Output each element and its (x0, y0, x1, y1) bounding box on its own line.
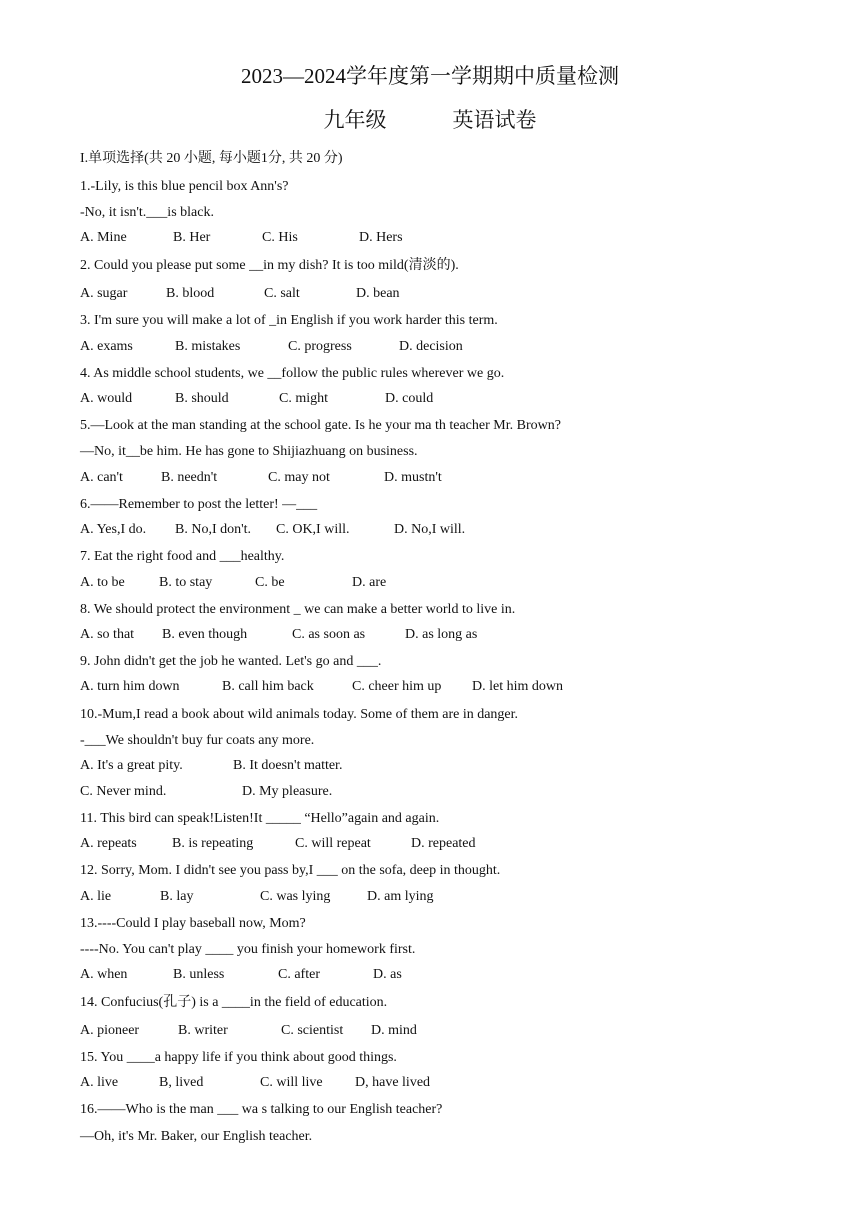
question-4-options (80, 391, 800, 409)
option-a: A. sugar (80, 286, 128, 301)
question-1-options (80, 230, 800, 248)
option-d: D. decision (399, 339, 463, 354)
option-d: D. mind (371, 1023, 417, 1038)
option-a: A. can't (80, 470, 123, 485)
option-d: D. bean (356, 286, 400, 301)
option-d: D. let him down (472, 679, 563, 694)
question-1-answer-line: -No, it isn't.___is black. (80, 205, 214, 220)
question-7-options (80, 575, 800, 593)
question-1-stem: 1.-Lily, is this blue pencil box Ann's? (80, 179, 289, 194)
question-11-options (80, 836, 800, 854)
question-14-options (80, 1023, 800, 1041)
option-c: C. may not (268, 470, 330, 485)
question-8-options (80, 627, 800, 645)
question-10-answer-line: -___We shouldn't buy fur coats any more. (80, 733, 315, 748)
subject-label: 英语试卷 (452, 108, 537, 132)
option-a: A. Yes,I do. (80, 522, 147, 537)
option-c: C. after (278, 967, 320, 982)
question-9-stem: 9. John didn't get the job he wanted. Let's go and ___. (80, 654, 382, 669)
option-c: C. His (262, 230, 298, 245)
question-10-options (80, 758, 800, 776)
question-13-options (80, 967, 800, 985)
option-d: D. as (373, 967, 402, 982)
option-d: D. My pleasure. (242, 784, 333, 799)
question-4-stem: 4. As middle school students, we __follow the public rules wherever we go. (80, 366, 505, 381)
option-a: A. live (80, 1075, 119, 1090)
option-d: D. No,I will. (394, 522, 466, 537)
option-b: B. It doesn't matter. (233, 758, 343, 773)
question-5-stem: 5.—Look at the man standing at the school gate. Is he your ma th teacher Mr. Brown? (80, 418, 561, 433)
option-a: A. repeats (80, 836, 137, 851)
option-b: B. call him back (222, 679, 314, 694)
question-13-answer-line: ----No. You can't play ____ you finish your homework first. (80, 942, 416, 957)
option-a: A. Mine (80, 230, 127, 245)
question-3-stem: 3. I'm sure you will make a lot of _in English if you work harder this term. (80, 313, 498, 328)
option-c: C. progress (288, 339, 352, 354)
question-16-answer-line: —Oh, it's Mr. Baker, our English teacher. (80, 1129, 313, 1144)
option-c: C. will live (260, 1075, 323, 1090)
option-a: A. lie (80, 889, 112, 904)
option-b: B. No,I don't. (175, 522, 252, 537)
option-c: C. will repeat (295, 836, 371, 851)
option-b: B. blood (166, 286, 215, 301)
option-a: A. would (80, 391, 133, 406)
question-15-options (80, 1075, 800, 1093)
question-7-stem: 7. Eat the right food and ___healthy. (80, 549, 285, 564)
option-d: D. am lying (367, 889, 434, 904)
question-6-stem: 6.——Remember to post the letter! —___ (80, 497, 318, 512)
question-9-options (80, 679, 800, 697)
question-5-answer-line: —No, it__be him. He has gone to Shijiazhuang on business. (80, 444, 418, 459)
option-d: D. as long as (405, 627, 478, 642)
question-15-stem: 15. You ____a happy life if you think about good things. (80, 1050, 397, 1065)
question-2-options (80, 286, 800, 304)
option-a: A. pioneer (80, 1023, 140, 1038)
option-d: D. could (385, 391, 434, 406)
option-b: B. mistakes (175, 339, 241, 354)
grade-label: 九年级 (323, 108, 387, 132)
option-a: A. when (80, 967, 128, 982)
option-b: B. unless (173, 967, 225, 982)
option-b: B. Her (173, 230, 211, 245)
option-a: A. turn him down (80, 679, 180, 694)
question-3-options (80, 339, 800, 357)
question-6-options (80, 522, 800, 540)
question-12-stem: 12. Sorry, Mom. I didn't see you pass by,I ___ on the sofa, deep in thought. (80, 863, 501, 878)
option-d: D. Hers (359, 230, 403, 245)
exam-title: 2023—2024学年度第一学期期中质量检测 (241, 64, 619, 88)
option-b: B. to stay (159, 575, 213, 590)
option-b: B. needn't (161, 470, 218, 485)
option-c: C. might (279, 391, 329, 406)
option-c: C. OK,I will. (276, 522, 350, 537)
question-12-options (80, 889, 800, 907)
option-b: B. even though (162, 627, 248, 642)
question-16-stem: 16.——Who is the man ___ wa s talking to our English teacher? (80, 1102, 443, 1117)
option-d: D. are (352, 575, 387, 590)
option-a: A. so that (80, 627, 135, 642)
exam-subtitle (0, 104, 860, 134)
question-5-options (80, 470, 800, 488)
question-10-options-row-2 (80, 784, 800, 802)
question-13-stem: 13.----Could I play baseball now, Mom? (80, 916, 306, 931)
option-c: C. salt (264, 286, 300, 301)
option-a: A. to be (80, 575, 125, 590)
question-14-stem: 14. Confucius(孔子) is a ____in the field of education. (80, 995, 388, 1010)
question-11-stem: 11. This bird can speak!Listen!It _____ “Hello”again and again. (80, 811, 440, 826)
question-8-stem: 8. We should protect the environment _ we can make a better world to live in. (80, 602, 516, 617)
option-c: C. be (255, 575, 285, 590)
option-c: C. Never mind. (80, 784, 167, 799)
option-b: B, lived (159, 1075, 204, 1090)
option-a: A. exams (80, 339, 133, 354)
option-c: C. as soon as (292, 627, 366, 642)
question-2-stem: 2. Could you please put some __in my dish? It is too mild(清淡的). (80, 258, 459, 273)
option-b: B. lay (160, 889, 194, 904)
option-d: D. mustn't (384, 470, 442, 485)
option-a: A. It's a great pity. (80, 758, 183, 773)
option-b: B. is repeating (172, 836, 254, 851)
option-c: C. was lying (260, 889, 331, 904)
option-d: D. repeated (411, 836, 476, 851)
option-c: C. scientist (281, 1023, 344, 1038)
option-b: B. should (175, 391, 229, 406)
question-10-stem: 10.-Mum,I read a book about wild animals today. Some of them are in danger. (80, 707, 519, 722)
option-b: B. writer (178, 1023, 228, 1038)
option-d: D, have lived (355, 1075, 431, 1090)
option-c: C. cheer him up (352, 679, 442, 694)
section-heading: I.单项选择(共 20 小题, 每小题1分, 共 20 分) (80, 151, 343, 166)
